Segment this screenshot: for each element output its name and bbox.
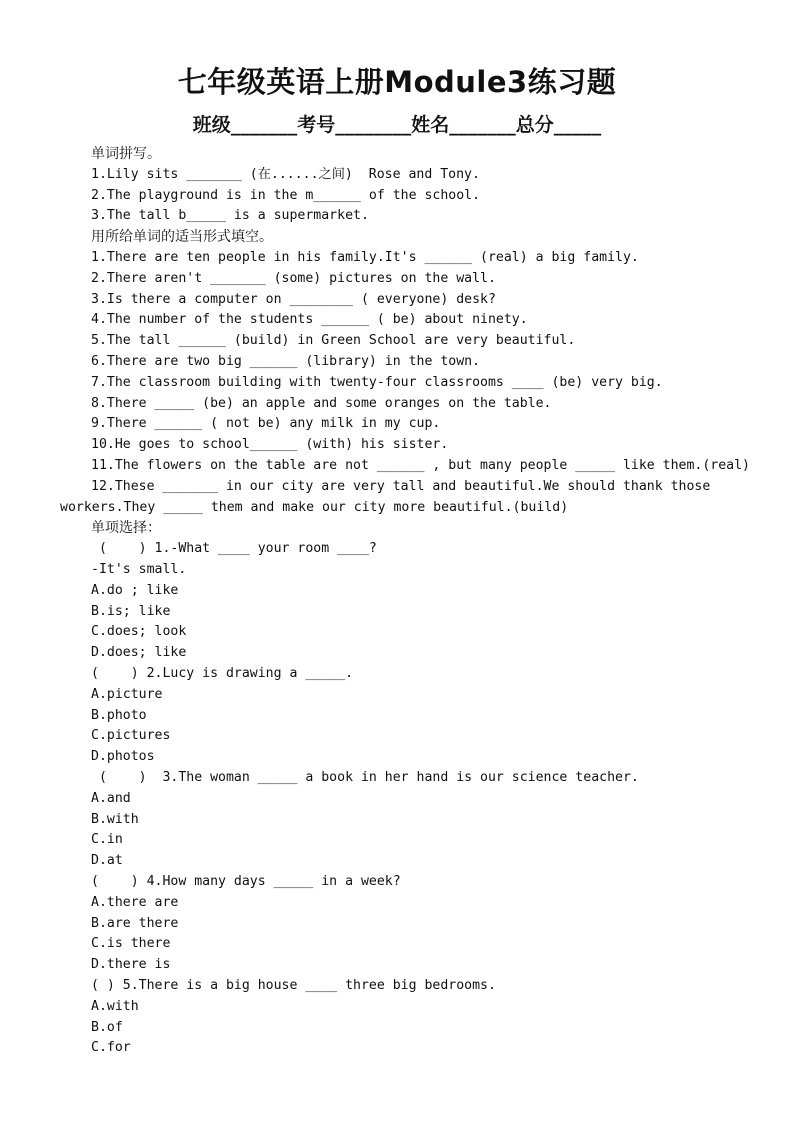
- question-line: 2.The playground is in the m______ of the school.: [91, 187, 481, 203]
- question-line: ( ) 2.Lucy is drawing a _____.: [91, 666, 354, 681]
- section-heading: 单项选择：: [91, 520, 161, 537]
- question-line: 7.The classroom building with twenty-four classrooms ____ (be) very big.: [91, 374, 663, 390]
- question-line: C.in: [91, 832, 123, 848]
- question-line: D.there is: [91, 957, 171, 973]
- question-line: 2.There aren't _______ (some) pictures on the wall.: [91, 270, 496, 286]
- section-heading: 用所给单词的适当形式填空。: [91, 229, 273, 246]
- question-line: C.does; look: [91, 624, 187, 640]
- question-line: A.and: [91, 790, 131, 806]
- question-line: ( ) 3.The woman _____ a book in her hand is our science teacher.: [91, 770, 639, 785]
- question-line: ( ) 1.-What ____ your room ____?: [91, 541, 377, 557]
- question-line: B.of: [91, 1019, 123, 1035]
- question-line: A.with: [91, 998, 139, 1014]
- question-line: D.photos: [91, 749, 155, 765]
- question-line: C.pictures: [91, 728, 171, 744]
- question-line: D.does; like: [91, 645, 187, 661]
- question-line: 10.He goes to school______ (with) his sister.: [91, 437, 449, 453]
- question-line: 6.There are two big ______ (library) in the town.: [91, 354, 481, 369]
- question-line: -It's small.: [91, 562, 187, 577]
- question-line: ( ) 4.How many days _____ in a week?: [91, 874, 401, 889]
- question-line: 11.The flowers on the table are not ______ , but many people _____ like them.(real): [91, 458, 750, 473]
- question-line: ( ) 5.There is a big house ____ three big bedrooms.: [91, 978, 496, 993]
- question-line: A.picture: [91, 686, 163, 702]
- question-line: 1.There are ten people in his family.It's ______ (real) a big family.: [91, 250, 639, 265]
- page-title: 七年级英语上册Module3练习题: [177, 65, 617, 99]
- student-info-line: 班级_______考号________姓名_______总分_____: [192, 114, 602, 136]
- question-line: A.there are: [91, 894, 179, 910]
- question-line: 9.There ______ ( not be) any milk in my cup.: [91, 416, 441, 432]
- question-line: 4.The number of the students ______ ( be) about ninety.: [91, 312, 528, 328]
- question-line: 5.The tall ______ (build) in Green School are very beautiful.: [91, 333, 576, 349]
- question-line: B.are there: [91, 915, 179, 931]
- question-line: 12.These _______ in our city are very tall and beautiful.We should thank those: [91, 478, 711, 494]
- question-line: 1.Lily sits _______ (在......之间) Rose and Tony.: [91, 166, 480, 182]
- question-line: B.is; like: [91, 603, 171, 619]
- question-line: A.do ; like: [91, 582, 179, 598]
- question-line: C.for: [91, 1040, 131, 1056]
- question-line: 3.Is there a computer on ________ ( everyone) desk?: [91, 291, 496, 307]
- question-line: B.photo: [91, 707, 147, 723]
- question-line: B.with: [91, 811, 139, 827]
- question-line: 8.There _____ (be) an apple and some oranges on the table.: [91, 395, 552, 411]
- section-heading: 单词拼写。: [91, 146, 161, 162]
- question-line: 3.The tall b_____ is a supermarket.: [91, 208, 369, 224]
- question-line: workers.They _____ them and make our city more beautiful.(build): [60, 499, 569, 515]
- question-line: C.is there: [91, 936, 171, 952]
- question-line: D.at: [91, 853, 123, 869]
